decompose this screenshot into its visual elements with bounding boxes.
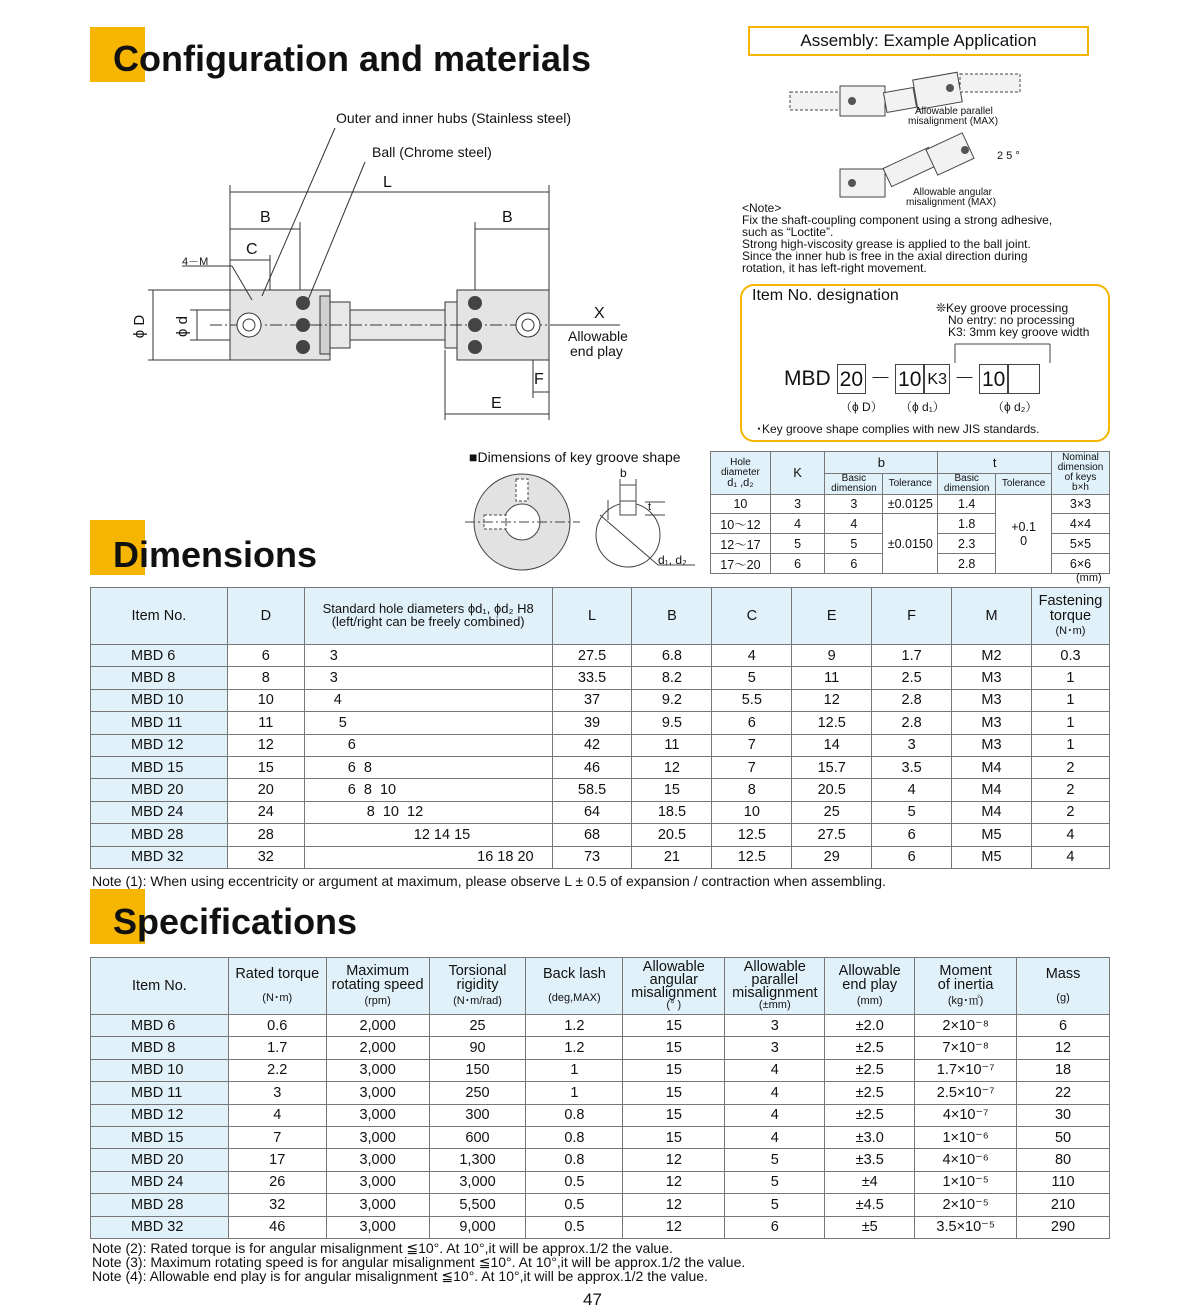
table-row: MBD 15 15 6 8 46 12 7 15.7 3.5 M4 2 bbox=[91, 756, 1110, 778]
col-header: L bbox=[552, 588, 632, 645]
col-header: Moment of inertia (kg･㎡) bbox=[915, 958, 1017, 1015]
col-header: t bbox=[938, 452, 1052, 474]
dimensions-note: Note (1): When using eccentricity or argument at maximum, please observe L ± 0.5 of expansion / contraction when assembling. bbox=[92, 873, 886, 889]
legend-line: No entry: no processing bbox=[948, 313, 1075, 327]
label-d1: （ϕ d₁） bbox=[900, 400, 945, 414]
table-row: MBD 6 6 3 27.5 6.8 4 9 1.7 M2 0.3 bbox=[91, 645, 1110, 667]
end-play-label: end play bbox=[570, 343, 623, 359]
col-header: Back lash (deg,MAX) bbox=[526, 958, 623, 1015]
coupling-diagram bbox=[0, 0, 740, 440]
key-groove-table bbox=[710, 451, 1110, 574]
table-row: MBD 8 1.7 2,000 90 1.2 15 3 ±2.5 7×10⁻⁸ 12 bbox=[91, 1037, 1110, 1059]
col-header: E bbox=[792, 588, 872, 645]
spec-note: Note (4): Allowable end play is for angular misalignment ≦10°. At 10°,it will be approx.1/2 the value. bbox=[92, 1268, 708, 1284]
note-line: Since the inner hub is free in the axial direction during bbox=[742, 249, 1028, 263]
dim-E: E bbox=[491, 395, 502, 412]
specifications-table bbox=[90, 957, 1110, 1239]
table-row: MBD 8 8 3 33.5 8.2 5 11 2.5 M3 1 bbox=[91, 667, 1110, 689]
spec-note: Note (2): Rated torque is for angular misalignment ≦10°. At 10°,it will be approx.1/2 the value. bbox=[92, 1240, 673, 1256]
col-header: Fastening torque (N･m) bbox=[1031, 588, 1109, 645]
designation-dash: － bbox=[870, 367, 892, 390]
dimensions-table bbox=[90, 587, 1110, 869]
dimensions-title: Dimensions bbox=[113, 534, 318, 575]
coupling-drawing bbox=[0, 0, 740, 440]
key-groove-legend bbox=[936, 302, 1089, 338]
col-header: F bbox=[872, 588, 952, 645]
col-header: Allowable parallel misalignment (±mm) bbox=[725, 958, 825, 1015]
table-row: MBD 15 7 3,000 600 0.8 15 4 ±3.0 1×10⁻⁶ 50 bbox=[91, 1126, 1110, 1148]
dim-X: X bbox=[594, 305, 605, 322]
col-header: Standard hole diameters ϕd₁, ϕd₂ H8 (left/right can be freely combined) bbox=[304, 588, 552, 645]
designation-d: 20 bbox=[837, 364, 866, 394]
dim-D: ϕ D bbox=[131, 314, 149, 339]
col-header: Rated torque (N･m) bbox=[228, 958, 326, 1015]
dim-B-right: B bbox=[502, 209, 513, 226]
col-header: B bbox=[632, 588, 712, 645]
table-row: MBD 24 24 8 10 12 64 18.5 10 25 5 M4 2 bbox=[91, 801, 1110, 823]
col-header: Basic dimension bbox=[825, 474, 883, 495]
designation-k2 bbox=[1008, 364, 1040, 394]
angular-label-1: Allowable angular bbox=[913, 187, 992, 198]
designation-code bbox=[784, 364, 1040, 394]
note-line: Strong high-viscosity grease is applied to the ball joint. bbox=[742, 237, 1031, 251]
col-header: Allowable angular misalignment (° ) bbox=[623, 958, 725, 1015]
dim-L: L bbox=[383, 174, 392, 191]
table-row: 12〜17 5 5 2.3 5×5 bbox=[711, 534, 1110, 554]
table-row: MBD 12 4 3,000 300 0.8 15 4 ±2.5 4×10⁻⁷ 30 bbox=[91, 1104, 1110, 1126]
table-row: MBD 20 17 3,000 1,300 0.8 12 5 ±3.5 4×10⁻⁶ 80 bbox=[91, 1149, 1110, 1171]
col-header: Torsional rigidity (N･m/rad) bbox=[429, 958, 526, 1015]
label-D: （ϕ D） bbox=[840, 400, 883, 414]
table-row: 17〜20 6 6 2.8 6×6 bbox=[711, 554, 1110, 574]
note-line: rotation, it has left-right movement. bbox=[742, 261, 927, 275]
parallel-label-1: Allowable parallel bbox=[915, 106, 993, 117]
note-head: <Note> bbox=[742, 201, 782, 215]
table-row: MBD 11 3 3,000 250 1 15 4 ±2.5 2.5×10⁻⁷ 22 bbox=[91, 1082, 1110, 1104]
col-header: b bbox=[825, 452, 938, 474]
table-row: 10 3 3 ±0.0125 1.4 +0.1 0 3×3 bbox=[711, 495, 1110, 514]
key-groove-title: ■Dimensions of key groove shape bbox=[469, 449, 681, 465]
table-row: MBD 11 11 5 39 9.5 6 12.5 2.8 M3 1 bbox=[91, 712, 1110, 734]
col-header: Nominal dimension of keys b×h bbox=[1052, 452, 1110, 495]
col-header: M bbox=[952, 588, 1032, 645]
parallel-label-2: misalignment (MAX) bbox=[908, 116, 999, 127]
col-header: Tolerance bbox=[996, 474, 1052, 495]
designation-k: K3 bbox=[924, 364, 950, 394]
table-row: MBD 20 20 6 8 10 58.5 15 8 20.5 4 M4 2 bbox=[91, 779, 1110, 801]
designation-d1: 10 bbox=[895, 364, 924, 394]
table-row: MBD 28 28 12 14 15 68 20.5 12.5 27.5 6 M5 4 bbox=[91, 824, 1110, 846]
key-groove-illustration bbox=[460, 465, 710, 575]
legend-line: ❊Key groove processing bbox=[936, 301, 1069, 315]
col-header: Maximum rotating speed (rpm) bbox=[326, 958, 429, 1015]
groove-t-label: t bbox=[648, 501, 652, 513]
col-header: Hole diameter d₁ ,d₂ bbox=[711, 452, 771, 495]
table-row: MBD 10 2.2 3,000 150 1 15 4 ±2.5 1.7×10⁻⁷ 18 bbox=[91, 1059, 1110, 1081]
config-title: Configuration and materials bbox=[113, 38, 592, 79]
dim-M: 4－M bbox=[182, 256, 209, 268]
assembly-notes bbox=[742, 202, 1052, 274]
col-header: Basic dimension bbox=[938, 474, 996, 495]
designation-dash: － bbox=[953, 367, 975, 390]
table-row: MBD 12 12 6 42 11 7 14 3 M3 1 bbox=[91, 734, 1110, 756]
angle-label: 2 5 ° bbox=[997, 150, 1020, 162]
item-designation-box bbox=[740, 284, 1110, 442]
legend-line: K3: 3mm key groove width bbox=[948, 325, 1090, 339]
col-header: Item No. bbox=[91, 588, 228, 645]
key-table-unit: (mm) bbox=[1076, 572, 1102, 584]
table-row: MBD 24 26 3,000 3,000 0.5 12 5 ±4 1×10⁻⁵ 110 bbox=[91, 1171, 1110, 1193]
dim-B-left: B bbox=[260, 209, 271, 226]
col-header: Mass (g) bbox=[1017, 958, 1110, 1015]
angular-label-2: misalignment (MAX) bbox=[906, 197, 997, 208]
dim-F: F bbox=[534, 371, 544, 388]
col-header: Tolerance bbox=[883, 474, 938, 495]
jis-note: ･Key groove shape complies with new JIS standards. bbox=[756, 422, 1040, 436]
groove-b-label: b bbox=[620, 466, 627, 480]
col-header: D bbox=[227, 588, 304, 645]
table-row: 10〜12 4 4 ±0.0150 1.8 4×4 bbox=[711, 514, 1110, 534]
assembly-title: Assembly: Example Application bbox=[748, 26, 1089, 56]
table-row: MBD 32 32 16 18 20 73 21 12.5 29 6 M5 4 bbox=[91, 846, 1110, 868]
dim-d: ϕ d bbox=[173, 316, 191, 337]
allowable-label: Allowable bbox=[568, 328, 628, 344]
col-header: Allowable end play (mm) bbox=[825, 958, 915, 1015]
designation-prefix: MBD bbox=[784, 367, 831, 390]
designation-d2: 10 bbox=[979, 364, 1008, 394]
col-header: C bbox=[712, 588, 792, 645]
table-row: MBD 6 0.6 2,000 25 1.2 15 3 ±2.0 2×10⁻⁸ 6 bbox=[91, 1015, 1110, 1037]
groove-d-label: d₁, d₂ bbox=[658, 553, 687, 567]
specifications-title: Specifications bbox=[113, 901, 358, 942]
ball-label: Ball (Chrome steel) bbox=[372, 144, 492, 160]
note-line: such as “Loctite”. bbox=[742, 225, 834, 239]
col-header: Item No. bbox=[91, 958, 229, 1015]
table-row: MBD 28 32 3,000 5,500 0.5 12 5 ±4.5 2×10⁻⁵ 210 bbox=[91, 1194, 1110, 1216]
label-d2: （ϕ d₂） bbox=[992, 400, 1038, 414]
table-row: MBD 10 10 4 37 9.2 5.5 12 2.8 M3 1 bbox=[91, 689, 1110, 711]
table-row: MBD 32 46 3,000 9,000 0.5 12 6 ±5 3.5×10⁻⁵ 290 bbox=[91, 1216, 1110, 1238]
col-header: K bbox=[770, 452, 825, 495]
page-number: 47 bbox=[583, 1290, 602, 1309]
hubs-label: Outer and inner hubs (Stainless steel) bbox=[336, 110, 572, 126]
assembly-illustration bbox=[785, 62, 1045, 212]
dim-C: C bbox=[246, 241, 258, 258]
spec-note: Note (3): Maximum rotating speed is for angular misalignment ≦10°. At 10°,it will be approx.1/2 the value. bbox=[92, 1254, 746, 1270]
designation-title: Item No. designation bbox=[752, 287, 899, 304]
note-line: Fix the shaft-coupling component using a strong adhesive, bbox=[742, 213, 1053, 227]
